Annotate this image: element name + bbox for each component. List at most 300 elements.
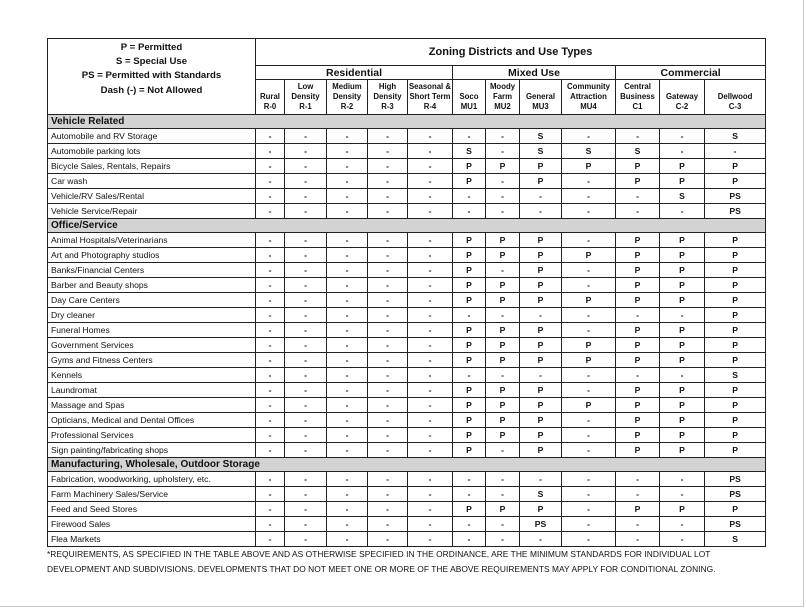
table-row <box>48 383 766 398</box>
permission-cell: - <box>256 472 285 487</box>
district-header-line: Density <box>373 92 402 101</box>
permission-cell: P <box>705 502 766 517</box>
permission-cell: P <box>705 338 766 353</box>
table-row <box>48 204 766 219</box>
permission-cell: P <box>520 428 562 443</box>
use-type-label: Banks/Financial Centers <box>48 263 256 278</box>
permission-cell: - <box>285 248 327 263</box>
permission-cell: - <box>408 517 453 532</box>
permission-cell: - <box>285 443 327 458</box>
use-type-label: Vehicle/RV Sales/Rental <box>48 189 256 204</box>
permission-cell: - <box>453 204 486 219</box>
permission-cell: - <box>660 368 705 383</box>
permission-cell: - <box>562 174 616 189</box>
permission-cell: P <box>705 413 766 428</box>
permission-cell: - <box>453 487 486 502</box>
permission-cell: - <box>408 487 453 502</box>
permission-cell: P <box>486 353 520 368</box>
permission-cell: - <box>327 204 368 219</box>
permission-cell: P <box>705 383 766 398</box>
permission-cell: S <box>705 368 766 383</box>
permission-cell: P <box>520 323 562 338</box>
permission-cell: - <box>285 278 327 293</box>
permission-cell: - <box>660 532 705 547</box>
permission-cell: - <box>616 189 660 204</box>
permission-cell: - <box>285 233 327 248</box>
permission-cell: - <box>368 532 408 547</box>
permission-cell: P <box>453 174 486 189</box>
permission-cell: P <box>486 338 520 353</box>
permission-cell: - <box>453 368 486 383</box>
permission-cell: - <box>256 189 285 204</box>
permission-cell: - <box>327 248 368 263</box>
permission-cell: P <box>486 398 520 413</box>
group-residential: Residential <box>256 66 453 80</box>
permission-cell: P <box>520 502 562 517</box>
permission-cell: - <box>408 368 453 383</box>
permission-cell: - <box>486 472 520 487</box>
district-header-line <box>520 82 561 92</box>
permission-cell: - <box>408 293 453 308</box>
permission-cell: - <box>562 308 616 323</box>
permission-cell: P <box>453 233 486 248</box>
permission-cell: - <box>408 502 453 517</box>
use-type-label: Feed and Seed Stores <box>48 502 256 517</box>
permission-cell: - <box>453 308 486 323</box>
district-header-line: MU1 <box>460 102 478 111</box>
permission-cell: P <box>520 174 562 189</box>
permission-cell: - <box>327 428 368 443</box>
permission-cell: - <box>408 443 453 458</box>
permission-cell: - <box>660 517 705 532</box>
permission-cell: - <box>486 204 520 219</box>
permission-cell: - <box>562 383 616 398</box>
permission-cell: - <box>256 368 285 383</box>
permission-cell: P <box>705 398 766 413</box>
permission-cell: - <box>285 383 327 398</box>
permission-cell: P <box>453 323 486 338</box>
permission-cell: - <box>368 233 408 248</box>
permission-cell: - <box>408 174 453 189</box>
permission-cell: - <box>285 413 327 428</box>
table-row <box>48 278 766 293</box>
permission-cell: - <box>660 144 705 159</box>
permission-cell: P <box>562 293 616 308</box>
permission-cell: P <box>453 338 486 353</box>
permission-cell: - <box>285 353 327 368</box>
district-column-header <box>453 80 486 115</box>
permission-cell: - <box>453 129 486 144</box>
permission-cell: - <box>327 413 368 428</box>
district-header-line: Seasonal & <box>408 82 452 91</box>
permission-cell: - <box>256 144 285 159</box>
district-header-line: Gateway <box>665 92 699 101</box>
district-column-header <box>520 80 562 115</box>
permission-cell: - <box>520 368 562 383</box>
permission-cell: - <box>285 338 327 353</box>
use-type-label: Professional Services <box>48 428 256 443</box>
permission-cell: P <box>453 353 486 368</box>
district-header-line: MU4 <box>580 102 597 111</box>
legend-line: PS = Permitted with Standards <box>81 70 222 82</box>
permission-cell: - <box>408 383 453 398</box>
permission-cell: P <box>520 413 562 428</box>
section-header-row <box>48 458 766 472</box>
permission-cell: - <box>408 204 453 219</box>
permission-cell: P <box>520 338 562 353</box>
permission-cell: - <box>256 129 285 144</box>
permission-cell: - <box>562 443 616 458</box>
use-type-label: Automobile and RV Storage <box>48 129 256 144</box>
district-column-header <box>327 80 368 115</box>
permission-cell: - <box>368 204 408 219</box>
table-row <box>48 487 766 502</box>
permission-cell: P <box>453 159 486 174</box>
permission-cell: - <box>486 487 520 502</box>
permission-cell: P <box>660 353 705 368</box>
permission-cell: - <box>408 398 453 413</box>
permission-cell: - <box>327 383 368 398</box>
permission-cell: - <box>285 308 327 323</box>
permission-cell: P <box>616 159 660 174</box>
use-type-label: Car wash <box>48 174 256 189</box>
district-header-line: R-1 <box>299 102 312 111</box>
permission-cell: P <box>660 338 705 353</box>
permission-cell: - <box>256 413 285 428</box>
use-type-label: Dry cleaner <box>48 308 256 323</box>
district-header-line: Density <box>332 92 362 101</box>
permission-cell: P <box>486 383 520 398</box>
district-header-line: Central <box>624 82 651 91</box>
permission-cell: P <box>705 233 766 248</box>
permission-cell: P <box>616 338 660 353</box>
permission-cell: - <box>562 428 616 443</box>
permission-cell: - <box>408 129 453 144</box>
permission-cell: - <box>327 293 368 308</box>
use-type-label: Opticians, Medical and Dental Offices <box>48 413 256 428</box>
table-row <box>48 428 766 443</box>
district-header-line: C-2 <box>675 102 689 111</box>
permission-cell: - <box>562 189 616 204</box>
table-row <box>48 398 766 413</box>
permission-cell: P <box>660 323 705 338</box>
permission-cell: P <box>486 428 520 443</box>
permission-cell: - <box>562 517 616 532</box>
permission-cell: - <box>285 368 327 383</box>
district-header-line: R-0 <box>263 102 277 111</box>
permission-cell: - <box>562 532 616 547</box>
permission-cell: - <box>327 353 368 368</box>
permission-cell: - <box>327 263 368 278</box>
permission-cell: - <box>408 413 453 428</box>
table-row <box>48 413 766 428</box>
permission-cell: PS <box>705 517 766 532</box>
permission-cell: P <box>486 159 520 174</box>
permission-cell: - <box>327 517 368 532</box>
permission-cell: - <box>327 502 368 517</box>
permission-cell: P <box>616 278 660 293</box>
permission-cell: - <box>256 278 285 293</box>
permission-cell: - <box>256 159 285 174</box>
use-type-label: Laundromat <box>48 383 256 398</box>
permission-cell: S <box>705 129 766 144</box>
permission-cell: P <box>705 308 766 323</box>
district-header-line: Low <box>297 82 314 91</box>
permission-cell: P <box>660 383 705 398</box>
permission-cell: P <box>660 428 705 443</box>
permission-cell: - <box>408 159 453 174</box>
permission-cell: - <box>327 398 368 413</box>
legend-line: Dash (-) = Not Allowed <box>100 84 203 96</box>
table-row <box>48 233 766 248</box>
permission-cell: - <box>368 144 408 159</box>
permission-cell: - <box>562 368 616 383</box>
permission-cell: - <box>520 204 562 219</box>
permission-cell: - <box>408 428 453 443</box>
permission-cell: - <box>368 174 408 189</box>
table-row <box>48 338 766 353</box>
footnote: *REQUIREMENTS, AS SPECIFIED IN THE TABLE ABOVE AND AS OTHERWISE SPECIFIED IN THE ORDINANCE, ARE THE MINIMUM STANDARDS FOR INDIVIDUAL LOT DEVELOPMENT AND SUBDIVISIONS. DEVELOPMENTS THAT DO NOT MEET ONE OR MORE OF THE ABOVE REQUIREMENTS MAY APPLY FOR CONDITIONAL ZONING. <box>47 549 716 574</box>
permission-cell: - <box>368 428 408 443</box>
permission-cell: - <box>660 472 705 487</box>
permission-cell: - <box>408 263 453 278</box>
permission-cell: - <box>285 487 327 502</box>
permission-cell: P <box>660 293 705 308</box>
permission-cell: P <box>616 174 660 189</box>
district-column-header <box>368 80 408 115</box>
permission-cell: P <box>705 443 766 458</box>
permission-cell: - <box>256 517 285 532</box>
permission-cell: P <box>705 174 766 189</box>
table-title: Zoning Districts and Use Types <box>256 39 766 66</box>
permission-cell: P <box>486 293 520 308</box>
district-column-header <box>285 80 327 115</box>
district-header-line: Short Term <box>409 92 451 101</box>
permission-cell: - <box>327 233 368 248</box>
permission-cell: - <box>368 487 408 502</box>
group-mixed-use: Mixed Use <box>453 66 616 80</box>
permission-cell: - <box>562 278 616 293</box>
permission-cell: P <box>660 502 705 517</box>
permission-cell: - <box>368 323 408 338</box>
permission-cell: P <box>616 502 660 517</box>
permission-cell: - <box>256 174 285 189</box>
permission-cell: P <box>520 263 562 278</box>
table-row <box>48 443 766 458</box>
permission-cell: P <box>520 353 562 368</box>
permission-cell: P <box>660 174 705 189</box>
permission-cell: - <box>408 278 453 293</box>
permission-cell: P <box>616 263 660 278</box>
permission-cell: - <box>562 472 616 487</box>
permission-cell: P <box>562 159 616 174</box>
permission-cell: - <box>285 472 327 487</box>
permission-cell: - <box>256 353 285 368</box>
table-row <box>48 159 766 174</box>
permission-cell: PS <box>520 517 562 532</box>
permission-cell: P <box>705 278 766 293</box>
permission-cell: - <box>327 174 368 189</box>
permission-cell: - <box>256 308 285 323</box>
permission-cell: - <box>327 308 368 323</box>
permission-cell: - <box>660 129 705 144</box>
use-type-label: Fabrication, woodworking, upholstery, etc. <box>48 472 256 487</box>
table-row <box>48 323 766 338</box>
district-column-header <box>256 80 285 115</box>
section-header-row <box>48 219 766 233</box>
permission-cell: - <box>285 293 327 308</box>
permission-cell: - <box>486 517 520 532</box>
table-row <box>48 293 766 308</box>
permission-cell: P <box>520 278 562 293</box>
permission-cell: - <box>327 278 368 293</box>
permission-cell: - <box>408 353 453 368</box>
district-header-line: Medium <box>332 82 362 91</box>
district-header-line: R-2 <box>340 102 354 111</box>
permission-cell: P <box>520 248 562 263</box>
permission-cell: S <box>520 144 562 159</box>
permission-cell: - <box>256 428 285 443</box>
permission-cell: P <box>453 398 486 413</box>
legend-line: P = Permitted <box>120 42 183 53</box>
permission-cell: P <box>520 233 562 248</box>
table-row <box>48 532 766 547</box>
permission-cell: - <box>368 472 408 487</box>
permission-cell: - <box>368 353 408 368</box>
permission-cell: P <box>616 443 660 458</box>
permission-cell: - <box>562 487 616 502</box>
district-column-header <box>705 80 766 115</box>
section-title: Manufacturing, Wholesale, Outdoor Storage <box>48 458 766 472</box>
legend-line: S = Special Use <box>115 56 188 68</box>
permission-cell: - <box>453 532 486 547</box>
permission-cell: - <box>486 532 520 547</box>
permission-cell: - <box>616 532 660 547</box>
permission-cell: P <box>562 353 616 368</box>
permission-cell: P <box>616 413 660 428</box>
permission-cell: P <box>616 323 660 338</box>
permission-cell: - <box>520 308 562 323</box>
permission-cell: - <box>256 383 285 398</box>
use-type-label: Firewood Sales <box>48 517 256 532</box>
permission-cell: P <box>660 248 705 263</box>
permission-cell: P <box>453 502 486 517</box>
permission-cell: S <box>616 144 660 159</box>
permission-cell: - <box>327 338 368 353</box>
permission-cell: P <box>660 159 705 174</box>
permission-cell: S <box>562 144 616 159</box>
zoning-use-table <box>47 38 766 547</box>
permission-cell: - <box>486 174 520 189</box>
permission-cell: - <box>520 189 562 204</box>
district-header-line: R-3 <box>381 102 394 111</box>
district-header-line <box>705 82 765 92</box>
permission-cell: S <box>520 487 562 502</box>
permission-cell: P <box>520 443 562 458</box>
use-type-label: Barber and Beauty shops <box>48 278 256 293</box>
permission-cell: - <box>256 502 285 517</box>
permission-cell: - <box>285 189 327 204</box>
permission-cell: P <box>660 443 705 458</box>
use-type-label: Kennels <box>48 368 256 383</box>
district-header-line: Farm <box>492 92 513 101</box>
permission-cell: P <box>705 263 766 278</box>
permission-cell: P <box>660 233 705 248</box>
permission-cell: P <box>616 353 660 368</box>
permission-cell: - <box>368 413 408 428</box>
permission-cell: - <box>408 472 453 487</box>
section-title: Office/Service <box>48 219 766 233</box>
district-header-line: C-3 <box>728 102 742 111</box>
permission-cell: PS <box>705 189 766 204</box>
permission-cell: - <box>368 308 408 323</box>
use-type-label: Automobile parking lots <box>48 144 256 159</box>
permission-cell: P <box>520 383 562 398</box>
permission-cell: - <box>368 338 408 353</box>
permission-cell: - <box>408 308 453 323</box>
permission-cell: - <box>368 248 408 263</box>
permission-cell: P <box>520 293 562 308</box>
permission-cell: - <box>368 278 408 293</box>
permission-cell: P <box>486 233 520 248</box>
permission-cell: P <box>705 323 766 338</box>
permission-cell: P <box>705 159 766 174</box>
permission-cell: - <box>256 233 285 248</box>
permission-cell: PS <box>705 204 766 219</box>
district-header-line: Community <box>567 82 610 91</box>
permission-cell: - <box>562 204 616 219</box>
permission-cell: P <box>616 248 660 263</box>
permission-cell: - <box>486 129 520 144</box>
section-header-row <box>48 115 766 129</box>
permission-cell: - <box>327 159 368 174</box>
district-header-line: C1 <box>632 102 643 111</box>
permission-cell: - <box>327 189 368 204</box>
permission-cell: P <box>520 398 562 413</box>
use-type-label: Funeral Homes <box>48 323 256 338</box>
district-header-line: General <box>525 92 556 101</box>
permission-cell: - <box>453 517 486 532</box>
permission-cell: - <box>616 472 660 487</box>
district-header-line <box>453 82 485 92</box>
permission-cell: - <box>368 383 408 398</box>
permission-cell: P <box>616 233 660 248</box>
permission-cell: - <box>616 308 660 323</box>
permission-cell: - <box>327 532 368 547</box>
permission-cell: - <box>486 308 520 323</box>
permission-cell: P <box>616 398 660 413</box>
permission-cell: P <box>486 248 520 263</box>
permission-cell: - <box>256 263 285 278</box>
permission-cell: P <box>486 502 520 517</box>
district-column-header <box>486 80 520 115</box>
permission-cell: - <box>285 159 327 174</box>
use-type-label: Government Services <box>48 338 256 353</box>
permission-cell: P <box>660 278 705 293</box>
permission-cell: S <box>453 144 486 159</box>
permission-cell: - <box>408 338 453 353</box>
permission-cell: - <box>486 144 520 159</box>
permission-cell: - <box>256 532 285 547</box>
permission-cell: - <box>486 189 520 204</box>
permission-cell: - <box>285 428 327 443</box>
permission-cell: - <box>453 189 486 204</box>
permission-cell: - <box>616 517 660 532</box>
permission-cell: - <box>285 502 327 517</box>
permission-cell: - <box>285 532 327 547</box>
permission-cell: P <box>660 398 705 413</box>
district-header-line: Moody <box>489 82 516 91</box>
